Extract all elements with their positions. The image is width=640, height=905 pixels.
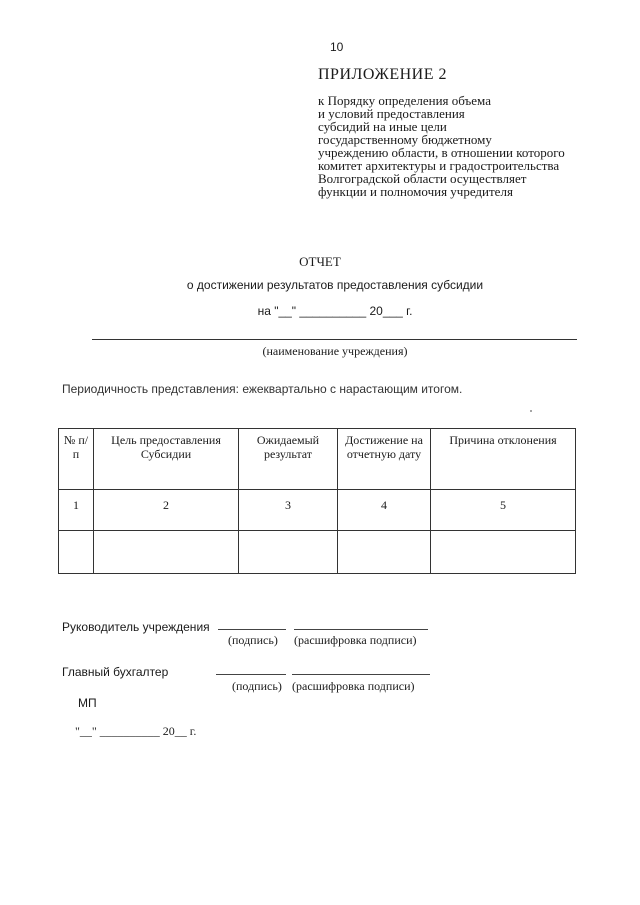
header-cell-purpose: Цель предоставления Субсидии <box>94 429 239 490</box>
appendix-line: к Порядку определения объема <box>318 93 491 108</box>
page-number: 10 <box>330 40 344 54</box>
accountant-signature-label: Главный бухгалтер <box>62 665 169 679</box>
signature-date: "__" __________ 20__ г. <box>75 724 197 738</box>
periodicity-text: Периодичность представления: ежеквартально с нарастающим итогом. <box>62 382 463 396</box>
report-subtitle: о достижении результатов предоставления субсидии <box>186 278 484 292</box>
empty-cell[interactable] <box>338 531 431 574</box>
institution-name-line[interactable] <box>92 339 577 340</box>
report-date-line: на "__" __________ 20___ г. <box>257 304 413 318</box>
column-number-cell: 2 <box>94 490 239 531</box>
table-header-row <box>59 429 576 490</box>
head-decoding-caption: (расшифровка подписи) <box>294 633 417 647</box>
institution-caption: (наименование учреждения) <box>262 344 408 358</box>
appendix-line: функции и полномочия учредителя <box>318 184 513 199</box>
head-signature-caption: (подпись) <box>228 633 278 647</box>
column-number-cell: 1 <box>59 490 94 531</box>
head-signature-label: Руководитель учреждения <box>62 620 210 634</box>
scan-speck <box>530 410 532 412</box>
table-row <box>59 531 576 574</box>
appendix-description <box>318 94 618 198</box>
accountant-signature-caption: (подпись) <box>232 679 282 693</box>
accountant-signature-line[interactable] <box>216 674 286 675</box>
report-title: ОТЧЕТ <box>299 254 341 269</box>
stamp-place: МП <box>78 696 97 710</box>
appendix-line: государственному бюджетному <box>318 132 492 147</box>
header-cell-achievement: Достижение на отчетную дату <box>338 429 431 490</box>
header-cell-expected-result: Ожидаемый результат <box>239 429 338 490</box>
column-number-cell: 3 <box>239 490 338 531</box>
empty-cell[interactable] <box>59 531 94 574</box>
appendix-line: Волгоградской области осуществляет <box>318 171 527 186</box>
column-number-row <box>59 490 576 531</box>
column-number-cell: 5 <box>431 490 576 531</box>
header-cell-deviation-reason: Причина отклонения <box>431 429 576 490</box>
accountant-decoding-caption: (расшифровка подписи) <box>292 679 415 693</box>
header-cell-number: № п/п <box>59 429 94 490</box>
head-decoding-line[interactable] <box>294 629 428 630</box>
appendix-line: и условий предоставления <box>318 106 465 121</box>
empty-cell[interactable] <box>239 531 338 574</box>
empty-cell[interactable] <box>94 531 239 574</box>
column-number-cell: 4 <box>338 490 431 531</box>
empty-cell[interactable] <box>431 531 576 574</box>
appendix-title: ПРИЛОЖЕНИЕ 2 <box>318 66 448 83</box>
report-table <box>58 428 576 574</box>
appendix-line: комитет архитектуры и градостроительства <box>318 158 560 173</box>
appendix-line: субсидий на иные цели <box>318 119 447 134</box>
accountant-decoding-line[interactable] <box>292 674 430 675</box>
head-signature-line[interactable] <box>218 629 286 630</box>
appendix-line: учреждению области, в отношении которого <box>318 145 565 160</box>
